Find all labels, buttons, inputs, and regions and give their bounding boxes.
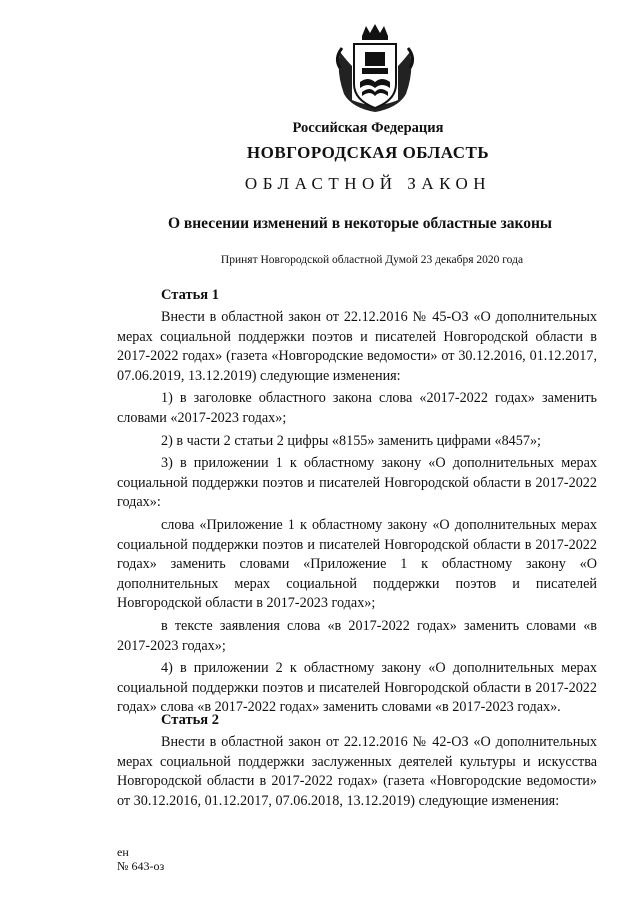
coat-of-arms-emblem bbox=[332, 22, 418, 116]
adoption-line: Принят Новгородской областной Думой 23 декабря 2020 года bbox=[220, 254, 524, 266]
article-1-paragraph: 2) в части 2 статьи 2 цифры «8155» заменить цифрами «8457»; bbox=[161, 432, 542, 449]
article-1-paragraph: Внести в областной закон от 22.12.2016 № 45-ОЗ «О дополнительных мерах социальной поддержки поэтов и писателей Новгородской области в 2017-2022 годах» (газета «Новгородские ведомости» от 30.12.2016, 01.12.2017, 07.06.2019, 13.12.2019) следующие изменения: bbox=[117, 309, 597, 384]
article-2-paragraph: Внести в областной закон от 22.12.2016 № 42-ОЗ «О дополнительных мерах социальной поддержки заслуженных деятелей культуры и искусства Новгородской области в 2017-2022 годах» (газета «Новгородские ведомости» от 30.12.2016, 01.12.2017, 07.06.2018, 13.12.2019) следующие изменения: bbox=[117, 734, 597, 809]
region-title: НОВГОРОДСКАЯ ОБЛАСТЬ bbox=[246, 143, 490, 162]
law-title: О внесении изменений в некоторые областные законы bbox=[167, 215, 553, 232]
article-1-paragraph: 4) в приложении 2 к областному закону «О дополнительных мерах социальной поддержки поэтов и писателей Новгородской области в 2017-2022 годах» слова «в 2017-2022 годах» заменить словами «в 2017-2023 годах». bbox=[117, 660, 597, 716]
article-1-paragraph: 3) в приложении 1 к областному закону «О дополнительных мерах социальной поддержки поэтов и писателей Новгородской области в 2017-2022 годах»: bbox=[117, 455, 597, 511]
article-1 bbox=[117, 287, 597, 721]
footer-initials: ен bbox=[117, 845, 129, 859]
article-1-heading: Статья 1 bbox=[161, 287, 219, 303]
document-footer bbox=[117, 845, 164, 873]
footer-law-number: № 643-оз bbox=[117, 859, 165, 873]
federation-title: Российская Федерация bbox=[292, 120, 444, 136]
article-2-heading: Статья 2 bbox=[161, 712, 219, 728]
article-1-paragraph: 1) в заголовке областного закона слова «2017-2022 годах» заменить словами «2017-2023 годах»; bbox=[117, 390, 597, 426]
article-1-paragraph: слова «Приложение 1 к областному закону «О дополнительных мерах социальной поддержки поэтов и писателей Новгородской области в 2017-2022 годах» заменить словами «Приложение 1 к областному закону «О дополнительных мерах социальной поддержки поэтов и писателей Новгородской области в 2017-2023 годах»; bbox=[117, 516, 597, 612]
article-1-paragraph: в тексте заявления слова «в 2017-2022 годах» заменить словами «в 2017-2023 годах»; bbox=[117, 617, 597, 654]
article-2 bbox=[117, 712, 597, 814]
law-type-title: ОБЛАСТНОЙ ЗАКОН bbox=[244, 174, 492, 193]
